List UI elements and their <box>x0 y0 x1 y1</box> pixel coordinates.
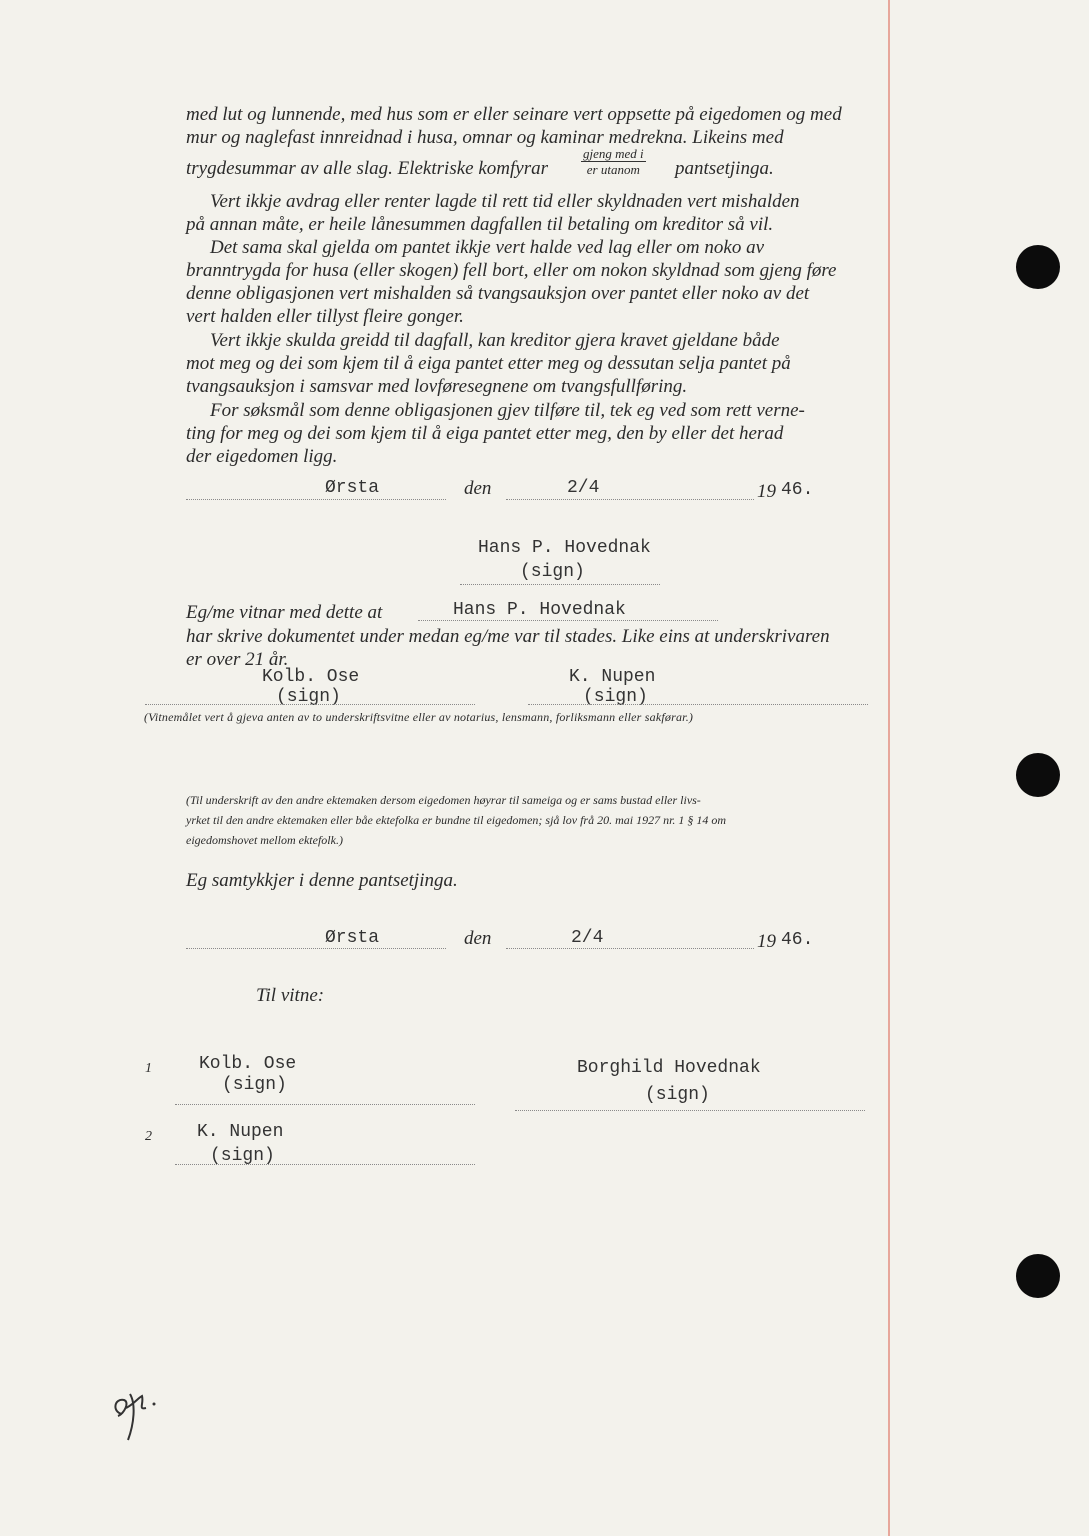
spouse-note-line: eigedomshovet mellom ektefolk.) <box>186 833 343 847</box>
spouse-name: Borghild Hovednak <box>577 1058 761 1078</box>
body-line: tvangsauksjon i samsvar med lovføresegnene om tvangsfullføring. <box>186 376 688 397</box>
body-line-with-fraction <box>186 158 548 180</box>
date-value: 2/4 <box>567 478 600 498</box>
witness-name: K. Nupen <box>197 1122 284 1142</box>
punch-hole <box>1016 753 1060 797</box>
date-den: den <box>464 928 492 949</box>
witness-sign: (sign) <box>583 687 648 707</box>
body-line: branntrygda for husa (eller skogen) fell bort, eller om nokon skyldnad som gjeng føre <box>186 260 837 281</box>
handwritten-mark <box>108 1374 168 1444</box>
body-line: på annan måte, er heile lånesummen dagfallen til betaling om kreditor så vil. <box>186 214 774 235</box>
body-line: der eigedomen ligg. <box>186 446 338 467</box>
dotted-line <box>506 499 754 500</box>
dotted-line <box>186 499 446 500</box>
body-line: vert halden eller tillyst fleire gonger. <box>186 306 464 327</box>
year-prefix: 19 <box>757 481 776 502</box>
year-prefix: 19 <box>757 931 776 952</box>
witness-name: Kolb. Ose <box>262 667 360 687</box>
body-line: mur og naglefast innreidnad i husa, omnar og kaminar medrekna. Likeins med <box>186 127 784 148</box>
date-place: Ørsta <box>325 478 380 498</box>
spouse-sign: (sign) <box>645 1085 710 1105</box>
body-line: Det sama skal gjelda om pantet ikkje vert halde ved lag eller om noko av <box>210 237 765 258</box>
year-suffix: 46. <box>781 480 814 500</box>
dotted-line <box>418 620 718 621</box>
spouse-note-line: yrket til den andre ektemaken eller båe ektefolka er bundne til eigedomen; sjå lov frå 20. mai 1927 nr. 1 § 14 om <box>186 813 727 827</box>
witness-number: 1 <box>145 1061 152 1076</box>
consent-text: Eg samtykkjer i denne pantsetjinga. <box>186 870 458 891</box>
dotted-line <box>528 704 868 705</box>
dotted-line <box>145 704 475 705</box>
witness-name: K. Nupen <box>569 667 656 687</box>
witness-stmt-name: Hans P. Hovednak <box>453 600 626 620</box>
body-line: denne obligasjonen vert mishalden så tvangsauksjon over pantet eller noko av det <box>186 283 810 304</box>
fraction-choice <box>581 147 646 177</box>
date-den: den <box>464 478 492 499</box>
dotted-line <box>175 1104 475 1105</box>
witness-prefix: Eg/me vitnar med dette at <box>186 602 383 623</box>
dotted-line <box>175 1164 475 1165</box>
dotted-line <box>460 584 660 585</box>
fraction-numerator: gjeng med i <box>583 146 644 161</box>
punch-hole <box>1016 245 1060 289</box>
punch-hole <box>1016 1254 1060 1298</box>
year-suffix: 46. <box>781 930 814 950</box>
witness-line: er over 21 år. <box>186 649 289 670</box>
witness-sign: (sign) <box>276 687 341 707</box>
fraction-denominator: er utanom <box>586 162 640 177</box>
witness-line: har skrive dokumentet under medan eg/me var til stades. Like eins at underskrivaren <box>186 626 830 647</box>
til-vitne-label: Til vitne: <box>256 985 325 1006</box>
signer-name: Hans P. Hovednak <box>478 538 651 558</box>
body-line: ting for meg og dei som kjem til å eiga pantet etter meg, den by eller det herad <box>186 423 784 444</box>
date-value: 2/4 <box>571 928 604 948</box>
dotted-line <box>186 948 446 949</box>
body-line: Vert ikkje skulda greidd til dagfall, kan kreditor gjera kravet gjeldane både <box>210 330 780 351</box>
witness-name: Kolb. Ose <box>199 1054 297 1074</box>
witness-note: (Vitnemålet vert å gjeva anten av to underskriftsvitne eller av notarius, lensmann, forliksmann eller sakførar.) <box>144 710 694 724</box>
dotted-line <box>515 1110 865 1111</box>
date-place: Ørsta <box>325 928 380 948</box>
dotted-line <box>506 948 754 949</box>
body-line: For søksmål som denne obligasjonen gjev tilføre til, tek eg ved som rett verne- <box>210 400 805 421</box>
signer-sign: (sign) <box>520 562 585 582</box>
body-text: trygdesummar av alle slag. Elektriske komfyrar <box>186 158 548 179</box>
body-line: mot meg og dei som kjem til å eiga pantet etter meg og dessutan selja pantet på <box>186 353 791 374</box>
body-text: pantsetjinga. <box>675 158 774 179</box>
witness-sign: (sign) <box>222 1075 287 1095</box>
spouse-note-line: (Til underskrift av den andre ektemaken dersom eigedomen høyrar til sameiga og er sams bustad eller livs- <box>186 793 701 807</box>
margin-rule <box>888 0 890 1536</box>
witness-sign: (sign) <box>210 1146 275 1166</box>
witness-number: 2 <box>145 1129 152 1144</box>
body-line: med lut og lunnende, med hus som er eller seinare vert oppsette på eigedomen og med <box>186 104 842 125</box>
body-line: Vert ikkje avdrag eller renter lagde til rett tid eller skyldnaden vert mishalden <box>210 191 800 212</box>
